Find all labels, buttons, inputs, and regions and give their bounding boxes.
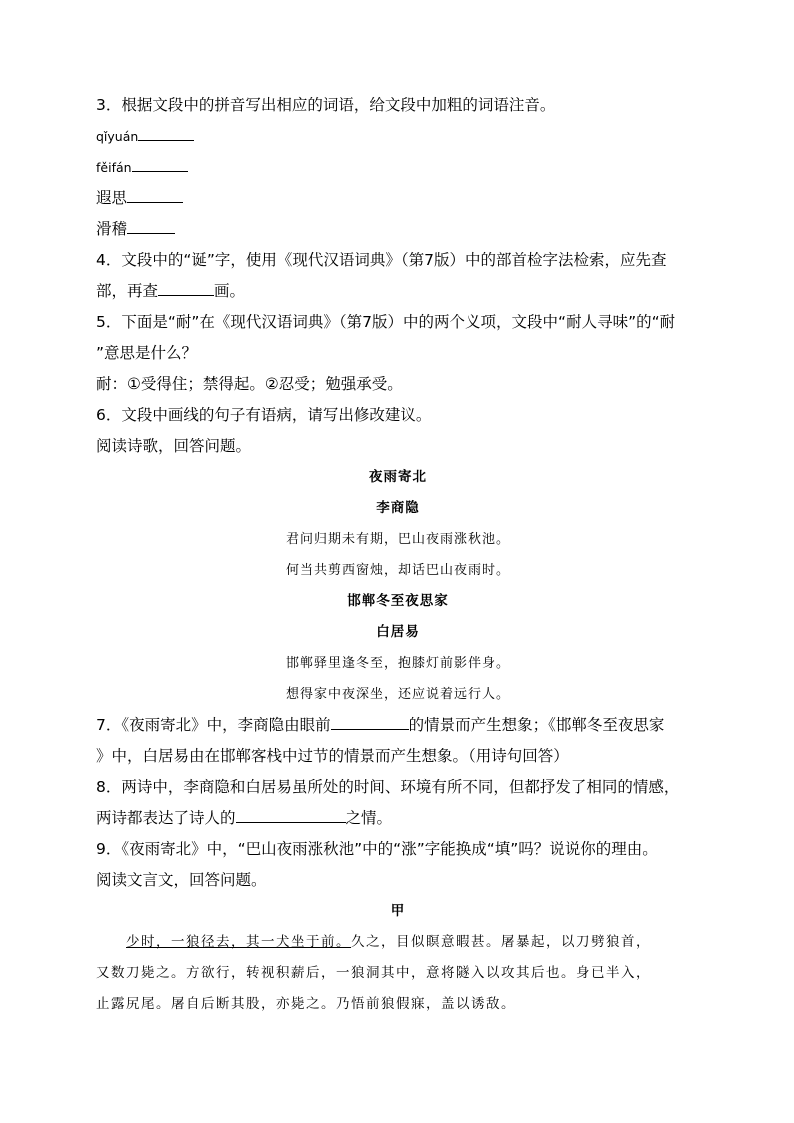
poem-line: 想得家中夜深坐，还应说着远行人。 [285, 687, 510, 702]
answer-blank[interactable] [236, 807, 346, 823]
question-3-item-label: 遐思 [96, 189, 128, 207]
poem-title: 夜雨寄北 [369, 469, 427, 485]
question-8-line [96, 803, 700, 834]
answer-blank[interactable] [127, 218, 175, 234]
answer-blank[interactable] [331, 714, 409, 730]
question-5-definitions: 耐：①受得住；禁得起。②忍受；勉强承受。 [96, 375, 403, 393]
question-3-item [96, 183, 700, 214]
question-4-line: 4．文段中的“诞”字，使用《现代汉语词典》（第7版）中的部首检字法检索，应先查 [96, 251, 667, 269]
question-3-prompt: 3．根据文段中的拼音写出相应的词语，给文段中加粗的词语注音。 [96, 96, 556, 114]
passage-line: 止露尻尾。屠自后断其股，亦毙之。乃悟前狼假寐，盖以诱敌。 [96, 996, 516, 1012]
poem-line: 君问归期未有期，巴山夜雨涨秋池。 [285, 532, 510, 547]
question-8-line: 8．两诗中，李商隐和白居易虽所处的时间、环境有所不同，但都抒发了相同的情感， [96, 778, 680, 796]
passage-text: 久之，目似瞑意暇甚。屠暴起，以刀劈狼首， [351, 934, 651, 950]
question-7-text: 的情景而产生想象；《邯郸冬至夜思家 [408, 716, 665, 734]
poem-author: 白居易 [376, 624, 420, 640]
answer-blank[interactable] [138, 125, 194, 141]
question-4-text: 部，再查 [96, 282, 159, 300]
poem-author: 李商隐 [376, 500, 420, 516]
underlined-sentence: 少时，一狼径去，其一犬坐于前。 [126, 934, 351, 950]
question-7-text: 7．《夜雨寄北》中，李商隐由眼前 [96, 716, 331, 734]
answer-blank[interactable] [132, 156, 188, 172]
poem-section-intro: 阅读诗歌，回答问题。 [96, 437, 252, 455]
poem-line: 邯郸驿里逢冬至，抱膝灯前影伴身。 [285, 656, 510, 671]
classical-passage [96, 927, 700, 1020]
passage-heading: 甲 [390, 903, 406, 919]
question-9-line: 9．《夜雨寄北》中，“巴山夜雨涨秋池”中的“涨”字能换成“填”吗？说说你的理由。 [96, 840, 658, 858]
question-6-line: 6．文段中画线的句子有语病，请写出修改建议。 [96, 406, 432, 424]
question-3-item [96, 152, 700, 183]
question-7-line: 》中，白居易由在邯郸客栈中过节的情景而产生想象。（用诗句回答） [96, 747, 569, 765]
question-3-item-label: fěifán [96, 160, 132, 175]
question-3-item-label: 滑稽 [96, 220, 128, 238]
question-5-line: ”意思是什么？ [96, 344, 198, 362]
passage-line [96, 927, 700, 958]
question-3-item-label: qǐyuán [96, 129, 139, 144]
answer-blank[interactable] [158, 280, 214, 296]
question-4-text: 画。 [214, 282, 246, 300]
question-3-item [96, 214, 700, 245]
document-page [96, 90, 700, 1020]
question-7-line [96, 710, 700, 741]
classical-section-intro: 阅读文言文，回答问题。 [96, 871, 267, 889]
passage-line: 又数刀毙之。方欲行，转视积薪后，一狼洞其中，意将隧入以攻其后也。身已半入， [96, 965, 651, 981]
question-3-item [96, 121, 700, 152]
poem-title: 邯郸冬至夜思家 [347, 593, 449, 609]
poem-line: 何当共剪西窗烛，却话巴山夜雨时。 [285, 563, 510, 578]
question-5-line: 5．下面是“耐”在《现代汉语词典》（第7版）中的两个义项，文段中“耐人寻味”的“耐 [96, 313, 676, 331]
question-8-text: 两诗都表达了诗人的 [96, 809, 236, 827]
question-8-text: 之情。 [345, 809, 393, 827]
answer-blank[interactable] [127, 187, 183, 203]
question-4-line [96, 276, 700, 307]
